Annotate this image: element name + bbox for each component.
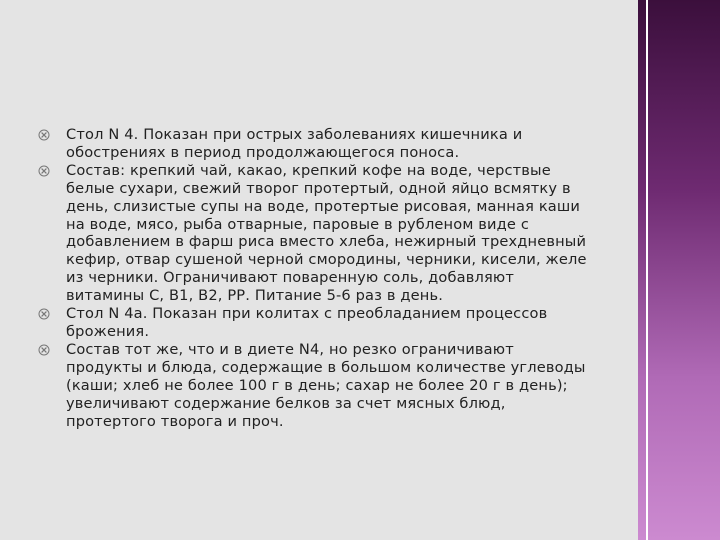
list-item [38, 305, 590, 341]
cross-circle-icon [38, 344, 50, 356]
list-item-text: Стол N 4. Показан при острых заболеваниях кишечника и обострениях в период продолжающегося поноса. [66, 126, 523, 161]
cross-circle-icon [38, 308, 50, 320]
list-item [38, 162, 590, 305]
side-band-divider [646, 0, 648, 540]
list-item-text: Состав тот же, что и в диете N4, но резко ограничивают продукты и блюда, содержащие в большом количестве углеводы (каши; хлеб не более 100 г в день; сахар не более 20 г в день); увеличивают содержание белков за счет мясных блюд, протертого творога и проч. [66, 340, 586, 430]
list-item [38, 126, 590, 162]
decorative-side-band [638, 0, 720, 540]
list-item-text: Стол N 4а. Показан при колитах с преобладанием процессов брожения. [66, 305, 548, 340]
list-item-text: Состав: крепкий чай, какао, крепкий кофе на воде, черствые белые сухари, свежий творог протертый, одной яйцо всмятку в день, слизистые супы на воде, протертые рисовая, манная каши на воде, мясо, рыба отварные, паровые в рубленом виде с добавлением в фарш риса вместо хлеба, нежирный трехдневный кефир, отвар сушеной черной смородины, черники, кисели, желе из черники. Ограничивают поваренную соль, добавляют витамины С, В1, В2, РР. Питание 5-6 раз в день. [66, 161, 587, 305]
list-item [38, 341, 590, 431]
cross-circle-icon [38, 165, 50, 177]
slide-content [38, 126, 590, 430]
cross-circle-icon [38, 129, 50, 141]
bullet-list [38, 126, 590, 430]
